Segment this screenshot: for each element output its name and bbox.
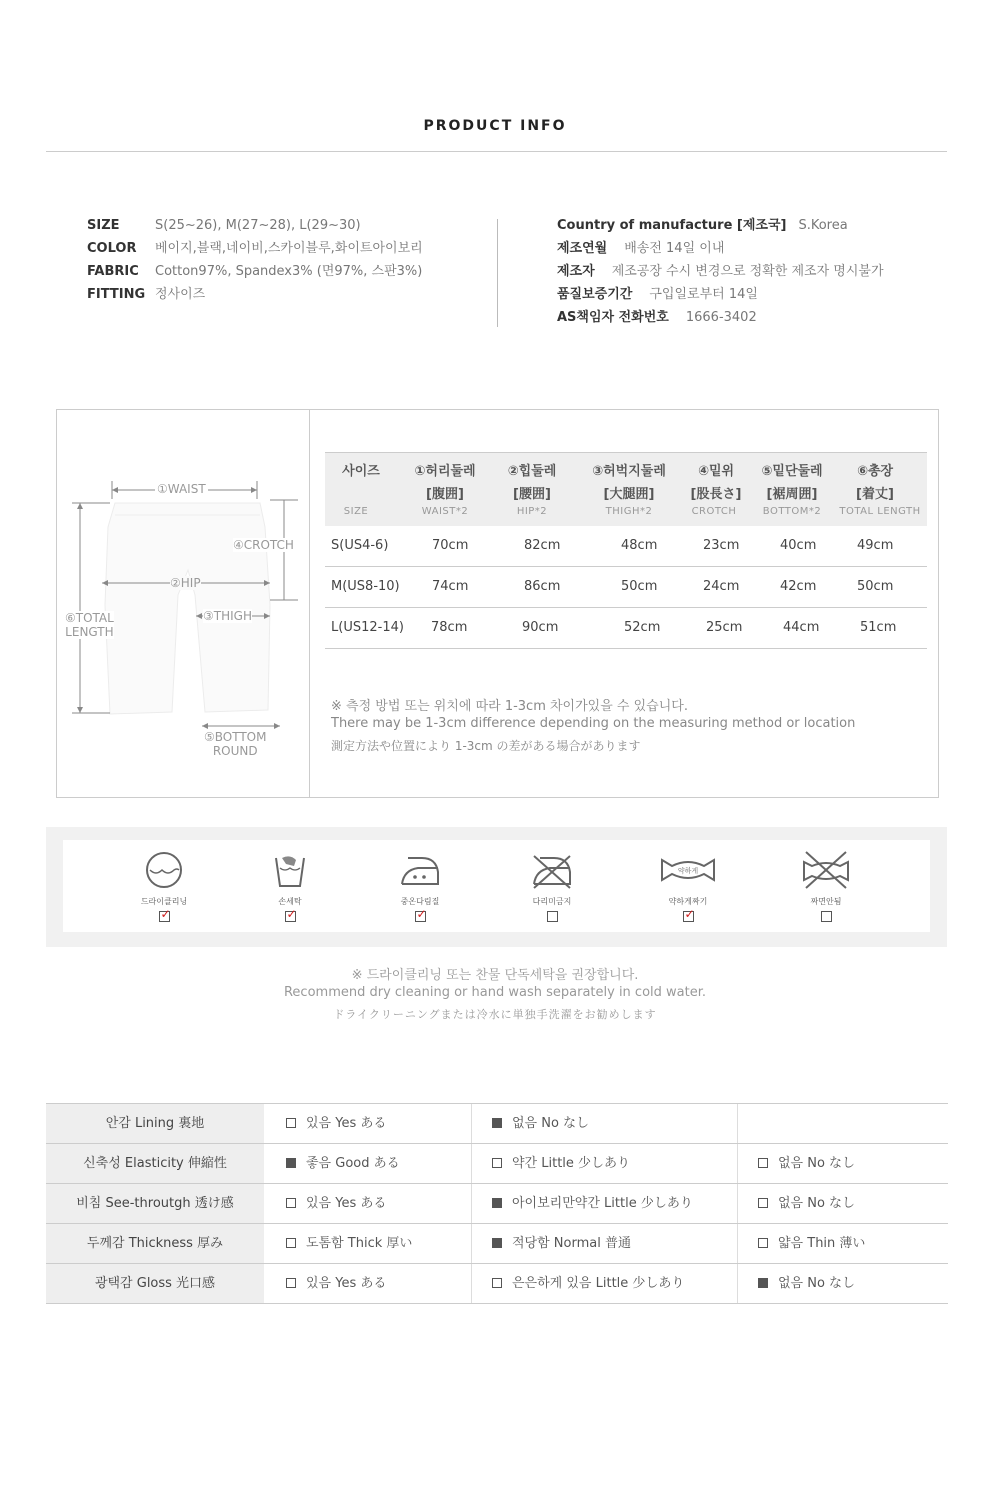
th-thigh-en: THIGH*2 — [605, 506, 653, 517]
info-right — [557, 214, 884, 329]
attr-option: 얇음 Thin 薄い — [758, 1224, 865, 1263]
size-cell: 50cm — [621, 579, 658, 594]
attr-option: 없음 No なし — [758, 1264, 855, 1303]
checkbox — [286, 1198, 296, 1208]
attr-row-elasticity: 신축성 Elasticity 伸縮性 좋음 Good ある 약간 Little 少しあり 없음 No なし — [46, 1143, 948, 1183]
label-bottom-round: ⑤BOTTOM ROUND — [204, 730, 267, 758]
th-crotch-jp: [股長さ] — [690, 487, 742, 502]
checkbox — [286, 1238, 296, 1248]
care-item-no-wring: 짜면안됨 — [771, 850, 881, 922]
info-row-fitting: FITTING 정사이즈 — [87, 287, 206, 302]
size-row — [325, 566, 927, 608]
info-row-color: COLOR 베이지,블랙,네이비,스카이블루,화이트아이보리 — [87, 241, 423, 256]
info-row-fabric: FABRIC Cotton97%, Spandex3% (면97%, 스판3%) — [87, 264, 423, 279]
attr-option: 없음 No なし — [758, 1144, 855, 1183]
th-waist-en: WAIST*2 — [421, 506, 469, 517]
info-left — [87, 214, 423, 306]
gentle-wring-icon — [658, 850, 718, 890]
hand-wash-icon — [268, 850, 312, 890]
label-total-length: ⑥TOTAL LENGTH — [65, 611, 114, 639]
checkbox — [286, 1278, 296, 1288]
attr-row-thickness: 두께감 Thickness 厚み 도톰함 Thick 厚い 적당함 Normal 普通 얇음 Thin 薄い — [46, 1223, 948, 1263]
size-cell: 86cm — [524, 579, 561, 594]
size-row — [325, 607, 927, 649]
th-hip-ko: ②힙둘레 — [507, 464, 557, 479]
care-note-jp: ドライクリーニングまたは冷水に単独手洗濯をお勧めします — [333, 1008, 657, 1021]
care-item-hand-wash: 손세탁 ✓ — [235, 850, 345, 922]
care-checkbox: ✓ — [286, 907, 297, 921]
care-item-dry-cleaning: 드라이클리닝 ✓ — [109, 850, 219, 922]
size-cell: 82cm — [524, 538, 561, 553]
care-checkbox: ✓ — [160, 907, 171, 921]
medium-iron-icon — [398, 850, 442, 890]
attr-option: 은은하게 있음 Little 少しあり — [492, 1264, 684, 1303]
care-item-no-iron: 다리미금지 — [497, 850, 607, 922]
checkbox — [286, 1158, 296, 1168]
size-table-header — [325, 452, 927, 526]
size-cell: 42cm — [780, 579, 817, 594]
size-cell: 74cm — [432, 579, 469, 594]
checkbox — [758, 1238, 768, 1248]
size-cell: 90cm — [522, 620, 559, 635]
care-checkbox — [547, 911, 558, 922]
care-checkbox — [821, 911, 832, 922]
checkbox — [758, 1198, 768, 1208]
attr-option: 있음 Yes ある — [286, 1184, 386, 1223]
attr-option: 적당함 Normal 普通 — [492, 1224, 631, 1263]
attr-option: 도톰함 Thick 厚い — [286, 1224, 412, 1263]
info-row-manufacture-date: 제조연월 배송전 14일 이내 — [557, 241, 725, 256]
checkbox — [492, 1278, 502, 1288]
attr-option: 없음 No なし — [758, 1184, 855, 1223]
th-total-jp: [着丈] — [856, 487, 894, 502]
attr-option: 있음 Yes ある — [286, 1104, 386, 1143]
th-size-ko: 사이즈 — [342, 464, 380, 479]
size-cell: 40cm — [780, 538, 817, 553]
info-row-as-phone: AS책임자 전화번호 1666-3402 — [557, 310, 757, 325]
title-divider — [46, 151, 947, 152]
care-checkbox: ✓ — [416, 907, 427, 921]
info-row-warranty: 품질보증기간 구입일로부터 14일 — [557, 287, 758, 302]
label-thigh: ③THIGH — [203, 609, 252, 623]
size-cell: 78cm — [431, 620, 468, 635]
care-item-gentle-wring: 약하게 약하게짜기 ✓ — [633, 850, 743, 922]
size-panel-divider — [309, 409, 310, 798]
th-hip-jp: [腰囲] — [513, 487, 551, 502]
no-iron-icon — [530, 850, 574, 890]
th-size-en: SIZE — [343, 506, 369, 517]
checkbox — [492, 1158, 502, 1168]
label-waist: ①WAIST — [157, 482, 206, 496]
checkbox — [286, 1118, 296, 1128]
checkbox — [758, 1278, 768, 1288]
care-note-ko: ※ 드라이클리닝 또는 찬물 단독세탁을 권장합니다. — [351, 968, 639, 983]
measure-note-ko: ※ 측정 방법 또는 위치에 따라 1-3cm 차이가있을 수 있습니다. — [331, 699, 688, 714]
measure-note-en: There may be 1-3cm difference depending on the measuring method or location — [331, 716, 856, 731]
care-item-medium-iron: 중온다림질 ✓ — [365, 850, 475, 922]
size-cell: 25cm — [706, 620, 743, 635]
attr-option: 아이보리만약간 Little 少しあり — [492, 1184, 693, 1223]
size-cell: 23cm — [703, 538, 740, 553]
size-cell: L(US12-14) — [331, 620, 404, 635]
checkbox — [492, 1238, 502, 1248]
th-waist-ko: ①허리둘레 — [414, 464, 476, 479]
attr-option: 약간 Little 少しあり — [492, 1144, 630, 1183]
size-cell: 70cm — [432, 538, 469, 553]
attr-row-see-through: 비침 See-throutgh 透け感 있음 Yes ある 아이보리만약간 Little 少しあり 없음 No なし — [46, 1183, 948, 1223]
attr-row-gloss: 광택감 Gloss 光口感 있음 Yes ある 은은하게 있음 Little 少しあり 없음 No なし — [46, 1263, 948, 1304]
info-divider — [497, 219, 498, 327]
info-row-country: Country of manufacture [제조국] S.Korea — [557, 218, 848, 233]
attr-option: 좋음 Good ある — [286, 1144, 400, 1183]
info-row-size: SIZE S(25~26), M(27~28), L(29~30) — [87, 218, 361, 233]
th-hip-en: HIP*2 — [516, 506, 548, 517]
th-bottom-en: BOTTOM*2 — [762, 506, 822, 517]
checkbox — [492, 1198, 502, 1208]
page-title: PRODUCT INFO — [423, 118, 567, 134]
attr-option: 없음 No なし — [492, 1104, 589, 1143]
size-cell: 24cm — [703, 579, 740, 594]
label-crotch: ④CROTCH — [233, 538, 294, 552]
th-total-en: TOTAL LENGTH — [839, 506, 921, 517]
th-waist-jp: [腹囲] — [426, 487, 464, 502]
size-cell: 44cm — [783, 620, 820, 635]
dry-cleaning-icon — [142, 850, 186, 890]
size-cell: 51cm — [860, 620, 897, 635]
svg-text:약하게: 약하게 — [677, 867, 699, 875]
size-cell: S(US4-6) — [331, 538, 389, 553]
checkbox — [758, 1158, 768, 1168]
size-cell: 49cm — [857, 538, 894, 553]
size-row — [325, 525, 927, 567]
attr-row-lining: 안감 Lining 裏地 있음 Yes ある 없음 No なし — [46, 1103, 948, 1143]
checkbox — [492, 1118, 502, 1128]
attr-option: 있음 Yes ある — [286, 1264, 386, 1303]
size-cell: 50cm — [857, 579, 894, 594]
th-thigh-jp: [大腿囲] — [603, 487, 655, 502]
care-note-en: Recommend dry cleaning or hand wash separately in cold water. — [283, 985, 706, 1000]
info-row-manufacturer: 제조자 제조공장 수시 변경으로 정확한 제조자 명시불가 — [557, 264, 884, 279]
size-cell: 52cm — [624, 620, 661, 635]
th-thigh-ko: ③허벅지둘레 — [592, 464, 666, 479]
th-bottom-ko: ⑤밑단둘레 — [761, 464, 823, 479]
size-cell: M(US8-10) — [331, 579, 400, 594]
th-bottom-jp: [裾周囲] — [766, 487, 818, 502]
th-crotch-ko: ④밑위 — [697, 464, 735, 479]
care-checkbox: ✓ — [684, 907, 695, 921]
th-crotch-en: CROTCH — [691, 506, 737, 517]
th-total-ko: ⑥총장 — [856, 464, 894, 479]
size-cell: 48cm — [621, 538, 658, 553]
label-hip: ②HIP — [170, 576, 201, 590]
no-wring-icon — [800, 850, 852, 890]
measure-note-jp: 測定方法や位置により 1-3cm の差がある場合があります — [331, 739, 641, 753]
